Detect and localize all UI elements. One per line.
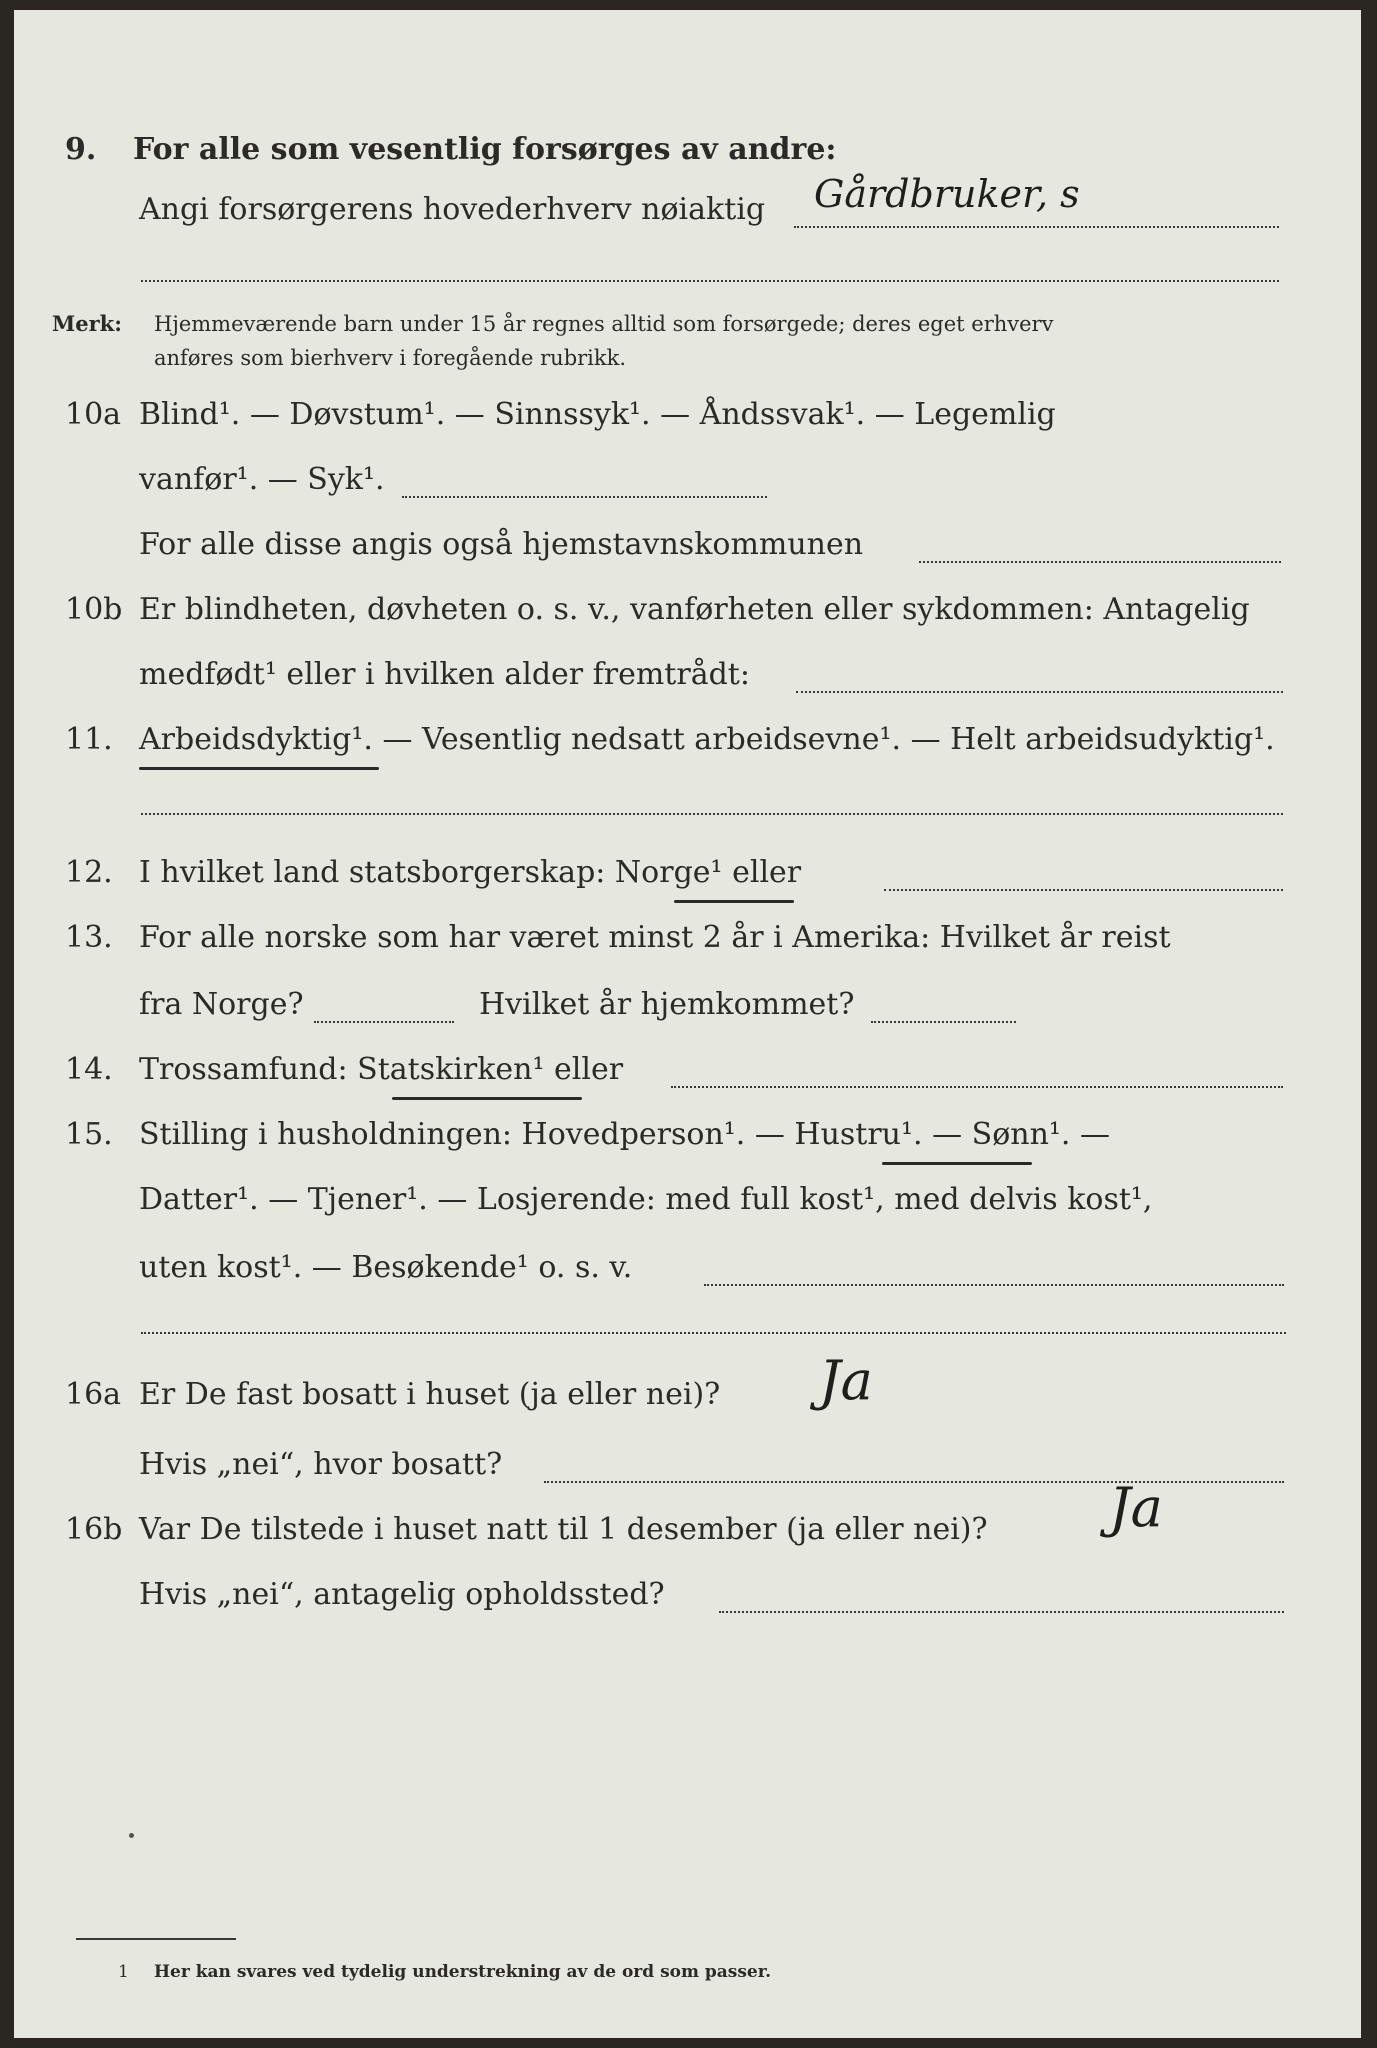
q15-number: 15.	[65, 1117, 113, 1152]
merk-label: Merk:	[52, 311, 122, 336]
q9-text: For alle som vesentlig forsørges av andre:	[133, 132, 837, 167]
q13-return-year-line[interactable]	[871, 1021, 1016, 1023]
q9-text-2: Angi forsørgerens hovederhverv nøiaktig	[139, 192, 766, 227]
q16a-residence-line[interactable]	[544, 1481, 1284, 1483]
q9-answer-line[interactable]	[794, 226, 1279, 228]
q12-other-label: eller	[722, 855, 802, 890]
q9-extra-line[interactable]	[141, 280, 1279, 282]
q16a-text-2: Hvis „nei“, hvor bosatt?	[139, 1447, 503, 1482]
q13-departure-year-line[interactable]	[314, 1021, 454, 1023]
q11-options	[139, 720, 1275, 760]
q15-underline-mark	[882, 1162, 1032, 1165]
q10a-number: 10a	[65, 397, 122, 432]
q11-other-options[interactable]: — Vesentlig nedsatt arbeidsevne¹. — Helt arbeidsudyktig¹.	[372, 722, 1275, 757]
q14-other-label: eller	[544, 1052, 624, 1087]
q15-extra-line[interactable]	[141, 1332, 1286, 1334]
q16b-location-line[interactable]	[719, 1611, 1284, 1613]
q12-number: 12.	[65, 855, 113, 890]
q16b-handwritten-answer[interactable]: Ja	[1109, 1476, 1163, 1539]
merk-text-2: anføres som bierhverv i foregående rubrikk.	[154, 346, 627, 370]
q10a-text: Blind¹. — Døvstum¹. — Sinnssyk¹. — Åndssvak¹. — Legemlig	[139, 397, 1056, 432]
q15-answer-line[interactable]	[704, 1284, 1284, 1286]
q10b-answer-line[interactable]	[796, 691, 1283, 693]
q13-left-label: fra Norge?	[139, 987, 304, 1022]
q14-text	[139, 1050, 623, 1090]
q11-underline-mark	[139, 767, 379, 770]
q16b-text: Var De tilstede i huset natt til 1 desember (ja eller nei)?	[139, 1512, 988, 1547]
q13-number: 13.	[65, 920, 113, 955]
q15-text-2: Datter¹. — Tjener¹. — Losjerende: med full kost¹, med delvis kost¹,	[139, 1182, 1153, 1217]
q16a-handwritten-answer[interactable]: Ja	[819, 1349, 873, 1412]
q14-other-line[interactable]	[671, 1086, 1283, 1088]
q14-underline-mark	[392, 1097, 582, 1100]
q16b-text-2: Hvis „nei“, antagelig opholdssted?	[139, 1577, 665, 1612]
q13-text: For alle norske som har været minst 2 år i Amerika: Hvilket år reist	[139, 920, 1171, 955]
q9-handwritten-answer[interactable]: Gårdbruker, s	[814, 172, 1080, 216]
q16a-text: Er De fast bosatt i huset (ja eller nei)?	[139, 1377, 721, 1412]
q10a-text-2: vanfør¹. — Syk¹.	[139, 462, 385, 497]
q15-label: Stilling i husholdningen: Hovedperson¹. —	[139, 1117, 795, 1152]
q16a-number: 16a	[65, 1377, 122, 1412]
q12-other-country-line[interactable]	[884, 889, 1283, 891]
q9-number: 9.	[65, 132, 97, 167]
q11-option-arbeidsdyktig[interactable]: Arbeidsdyktig¹.	[139, 722, 373, 757]
footnote-rule	[76, 1938, 236, 1940]
q12-option-norge[interactable]: Norge¹	[614, 855, 723, 890]
footnote-mark: 1	[118, 1962, 129, 1982]
q14-option-statskirken[interactable]: Statskirken¹	[357, 1052, 545, 1087]
q16b-number: 16b	[65, 1512, 123, 1547]
q12-label: I hvilket land statsborgerskap:	[139, 855, 615, 890]
q10b-text: Er blindheten, døvheten o. s. v., vanførheten eller sykdommen: Antagelig	[139, 592, 1250, 627]
q15-option-hustru[interactable]: Hustru¹.	[794, 1117, 923, 1152]
census-form-page	[14, 10, 1361, 2038]
q11-extra-line[interactable]	[141, 813, 1283, 815]
q15-other-options: — Sønn¹. —	[922, 1117, 1111, 1152]
q10b-number: 10b	[65, 592, 123, 627]
q15-text	[139, 1115, 1110, 1155]
q14-label: Trossamfund:	[139, 1052, 358, 1087]
q15-text-3: uten kost¹. — Besøkende¹ o. s. v.	[139, 1250, 633, 1285]
q13-right-label: Hvilket år hjemkommet?	[479, 987, 855, 1022]
q14-number: 14.	[65, 1052, 113, 1087]
q10b-text-2: medfødt¹ eller i hvilken alder fremtrådt:	[139, 657, 750, 692]
footnote-text: Her kan svares ved tydelig understrekning av de ord som passer.	[154, 1962, 772, 1982]
q12-underline-mark	[674, 900, 794, 903]
q10a-sick-line[interactable]	[402, 496, 767, 498]
q12-text	[139, 853, 801, 893]
q11-number: 11.	[65, 722, 113, 757]
q10a-municipality-line[interactable]	[919, 561, 1281, 563]
ink-speck	[129, 1833, 134, 1838]
merk-text: Hjemmeværende barn under 15 år regnes alltid som forsørgede; deres eget erhverv	[154, 312, 1054, 336]
q10a-text-3: For alle disse angis også hjemstavnskommunen	[139, 527, 864, 562]
